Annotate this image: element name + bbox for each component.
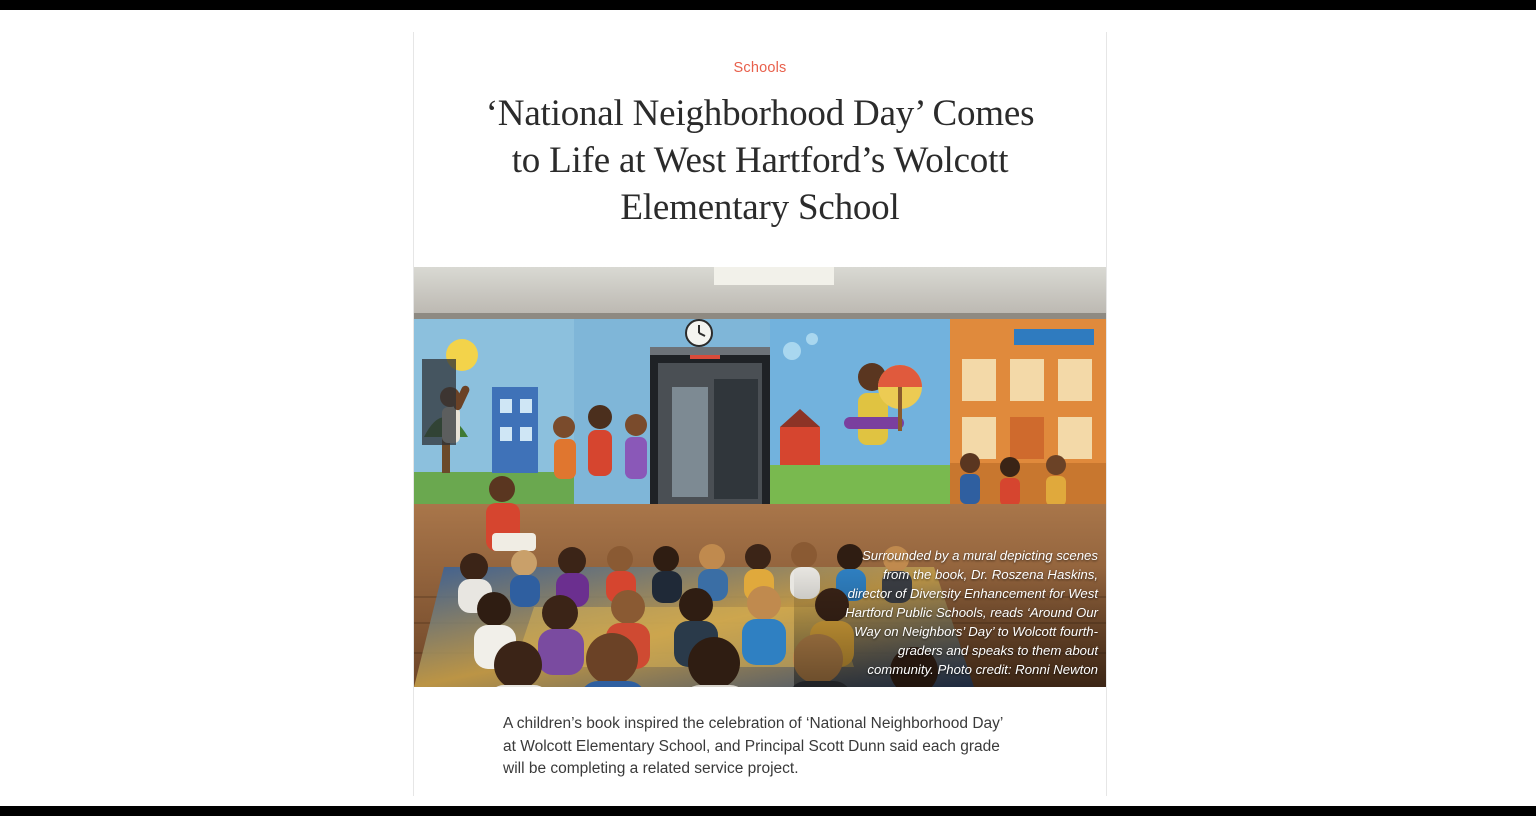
category-link[interactable]: Schools	[733, 60, 787, 76]
image-caption: Surrounded by a mural depicting scenes from the book, Dr. Roszena Haskins, director of Diversity Enhancement for West Hartford Public Schools, reads ‘Around Our Way on Neighbors’ Day’ to Wolcott fourth-graders and speaks to them about community. Photo credit: Ronni Newton	[845, 548, 1098, 677]
letterbox-bottom	[0, 806, 1536, 816]
article-container	[413, 32, 1107, 796]
category-kicker[interactable]	[414, 60, 1106, 76]
article-dek: A children’s book inspired the celebration of ‘National Neighborhood Day’ at Wolcott Elementary School, and Principal Scott Dunn said each grade will be completing a related service project.	[503, 715, 1003, 777]
letterbox-top	[0, 0, 1536, 10]
page-title: ‘National Neighborhood Day’ Comes to Life at West Hartford’s Wolcott Elementary School	[485, 93, 1035, 228]
hero-image	[414, 267, 1107, 687]
